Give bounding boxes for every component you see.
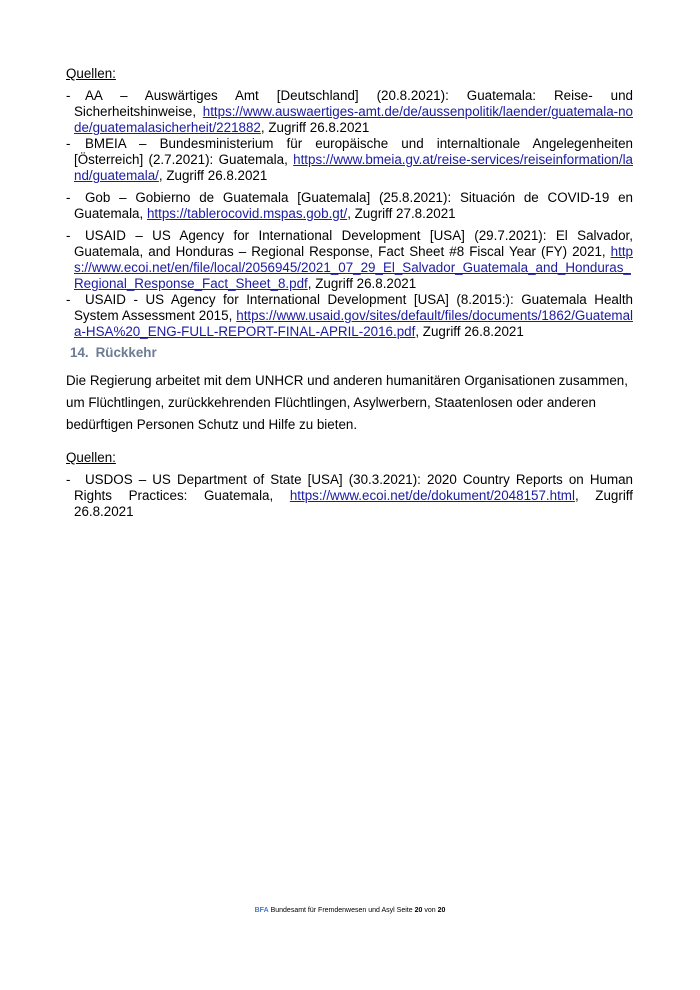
source-text: BMEIA – Bundesministerium für europäische und internaltionale Angelegenheiten [Österreich] (2.7.2021): Guatemala, bbox=[74, 136, 633, 167]
source-item-usaid-1: - USAID – US Agency for International Development [USA] (29.7.2021): El Salvador, Guatemala, and Honduras – Regional Response, Fact Sheet #8 Fiscal Year (FY) 2021, https://www.ecoi.net/en/file/local/2056945/2021_07_29_El_Salvador_Guatemala_and_Honduras_Regional_Response_Fact_Sheet_8.pdf, Zugriff 26.8.2021 bbox=[66, 228, 633, 291]
source-text: USAID – US Agency for International Development [USA] (29.7.2021): El Salvador, Guatemala, and Honduras – Regional Response, Fact Sheet #8 Fiscal Year (FY) 2021, bbox=[74, 228, 633, 259]
source-text: USAID - US Agency for International Development [USA] (8.2015:): Guatemala Health System Assessment 2015, bbox=[74, 292, 633, 323]
bfa-logo: BFA bbox=[254, 907, 269, 914]
section-title: Rückkehr bbox=[95, 345, 157, 360]
footer-page-total: 20 bbox=[437, 907, 446, 914]
footer-page-current: 20 bbox=[414, 907, 423, 914]
source-link[interactable]: https://www.usaid.gov/sites/default/files/documents/1862/Guatemala-HSA%20_ENG-FULL-REPORT-FINAL-APRIL-2016.pdf bbox=[74, 308, 633, 339]
source-access: , Zugriff 27.8.2021 bbox=[347, 206, 456, 221]
source-item-usdos: - USDOS – US Department of State [USA] (30.3.2021): 2020 Country Reports on Human Rights Practices: Guatemala, https://www.ecoi.net/de/dokument/2048157.html, Zugriff 26.8.2021 bbox=[66, 472, 633, 519]
sources-list-1 bbox=[66, 88, 633, 340]
section-heading bbox=[70, 345, 157, 361]
source-link[interactable]: https://www.ecoi.net/de/dokument/2048157.html bbox=[289, 488, 575, 503]
source-item-aa: - AA – Auswärtiges Amt [Deutschland] (20.8.2021): Guatemala: Reise- und Sicherheitshinweise, https://www.auswaertiges-amt.de/de/aussenpolitik/laender/guatemala-node/guatemalasicherheit/221882, Zugriff 26.8.2021 bbox=[66, 88, 633, 135]
source-text: AA – Auswärtiges Amt [Deutschland] (20.8.2021): Guatemala: Reise- und Sicherheitshinweise, bbox=[74, 88, 633, 119]
sources-heading-2: Quellen: bbox=[66, 450, 116, 465]
page-footer bbox=[0, 906, 700, 915]
sources-heading-1: Quellen: bbox=[66, 66, 116, 81]
section-paragraph: Die Regierung arbeitet mit dem UNHCR und anderen humanitären Organisationen zusammen, um Flüchtlingen, zurückkehrenden Flüchtlingen, Asylwerbern, Staatenlosen oder anderen bedürftigen Personen Schutz und Hilfe zu bieten. bbox=[66, 373, 628, 432]
source-link[interactable]: https://tablerocovid.mspas.gob.gt/ bbox=[146, 206, 348, 221]
source-item-gob: - Gob – Gobierno de Guatemala [Guatemala] (25.8.2021): Situación de COVID-19 en Guatemala, https://tablerocovid.mspas.gob.gt/, Zugriff 27.8.2021 bbox=[66, 190, 633, 221]
source-access: , Zugriff 26.8.2021 bbox=[74, 488, 633, 519]
source-link[interactable]: https://www.ecoi.net/en/file/local/2056945/2021_07_29_El_Salvador_Guatemala_and_Honduras_Regional_Response_Fact_Sheet_8.pdf bbox=[74, 244, 633, 291]
source-text: Gob – Gobierno de Guatemala [Guatemala] (25.8.2021): Situación de COVID-19 en Guatemala, bbox=[74, 190, 633, 221]
source-access: , Zugriff 26.8.2021 bbox=[260, 120, 370, 135]
source-link[interactable]: https://www.bmeia.gv.at/reise-services/reiseinformation/land/guatemala/ bbox=[74, 152, 633, 183]
footer-seite: Seite bbox=[396, 907, 413, 914]
section-number: 14. bbox=[70, 345, 89, 360]
source-access: , Zugriff 26.8.2021 bbox=[415, 324, 524, 339]
footer-von: von bbox=[424, 907, 436, 914]
source-link[interactable]: https://www.auswaertiges-amt.de/de/aussenpolitik/laender/guatemala-node/guatemalasicherheit/221882 bbox=[74, 104, 633, 135]
source-access: , Zugriff 26.8.2021 bbox=[307, 276, 417, 291]
source-item-usaid-2: - USAID - US Agency for International Development [USA] (8.2015:): Guatemala Health System Assessment 2015, https://www.usaid.gov/sites/default/files/documents/1862/Guatemala-HSA%20_ENG-FULL-REPORT-FINAL-APRIL-2016.pdf, Zugriff 26.8.2021 bbox=[66, 292, 633, 339]
source-text: USDOS – US Department of State [USA] (30.3.2021): 2020 Country Reports on Human Rights Practices: Guatemala, bbox=[74, 472, 633, 503]
footer-org: Bundesamt für Fremdenwesen und Asyl bbox=[270, 907, 395, 914]
source-access: , Zugriff 26.8.2021 bbox=[158, 168, 268, 183]
sources-list-2 bbox=[66, 472, 633, 520]
source-item-bmeia: - BMEIA – Bundesministerium für europäische und internaltionale Angelegenheiten [Österreich] (2.7.2021): Guatemala, https://www.bmeia.gv.at/reise-services/reiseinformation/land/guatemala/, Zugriff 26.8.2021 bbox=[66, 136, 633, 183]
